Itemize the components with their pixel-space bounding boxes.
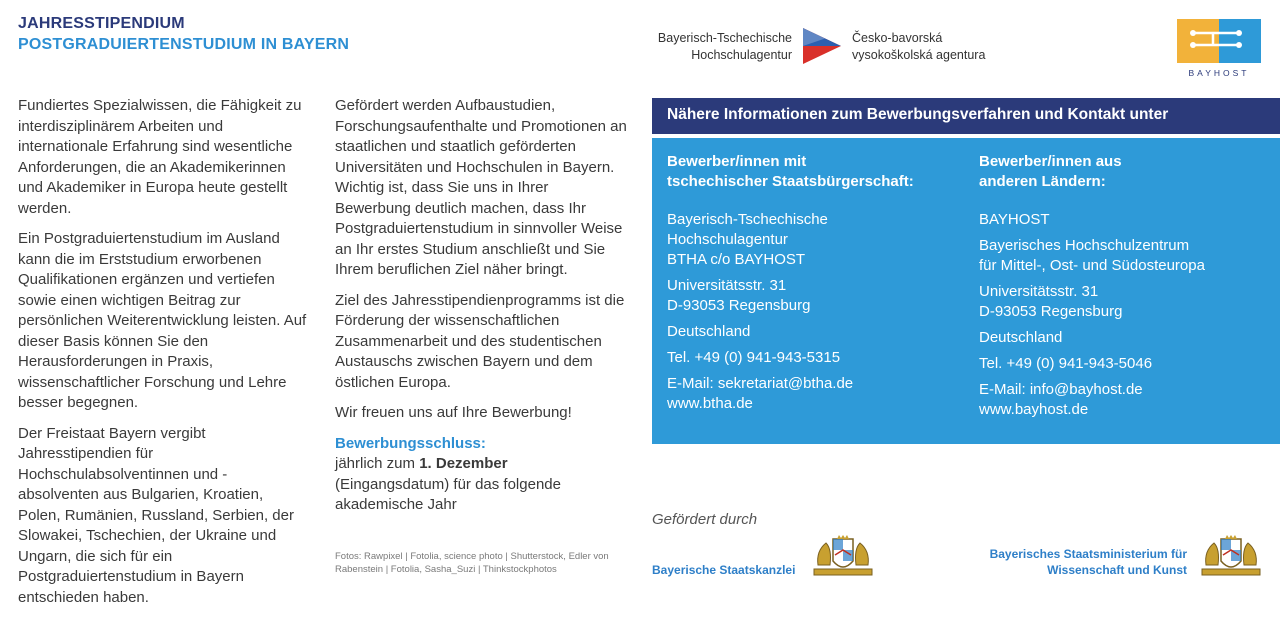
paragraph: Gefördert werden Aufbaustudien, Forschungsaufenthalte und Promotionen an staatlichen und staatlich geförderten Universitäten und Hochschulen in Bayern. Wichtig ist, dass Sie uns in Ihrer Bewerbung deutlich machen, dass Ihr Postgraduiertenstudium in sinnvoller Weise an Ihr erstes Studium anschließt und Sie Ihrem beruflichen Ziel näher bringt. [335,97,627,278]
deadline-block [335,434,627,516]
deadline-post: (Eingangsdatum) für das folgende akademische Jahr [335,475,561,513]
heading-line: Bewerber/innen aus [979,153,1122,170]
agency-de-line1: Bayerisch-Tschechische [657,31,792,45]
org-short: BAYHOST [979,211,1050,228]
agency-de-line2: Hochschulagentur [691,48,792,62]
deadline-pre: jährlich zum [335,455,420,472]
website-link[interactable]: www.btha.de [667,395,753,412]
street: Universitätsstr. 31 [667,277,787,294]
city: D-93053 Regensburg [667,297,811,314]
agency-cz-line2: vysokoškolská agentura [852,48,986,62]
heading-line: anderen Ländern: [979,173,1106,190]
org-line: BTHA c/o BAYHOST [667,251,806,268]
agency-name-czech [852,30,985,64]
sponsor-line: Bayerisches Staatsministerium für [989,547,1187,561]
deadline-text [335,454,627,475]
page-title: JAHRESSTIPENDIUM [18,15,185,32]
page-subtitle: POSTGRADUIERTENSTUDIUM IN BAYERN [18,36,350,53]
paragraph: Wir freuen uns auf Ihre Bewerbung! [335,404,572,421]
deadline-heading: Bewerbungsschluss: [335,434,486,452]
agency-name-german [652,30,792,64]
agency-cz-line1: Česko-bavorská [852,31,943,45]
contact-heading [979,152,1274,192]
phone: Tel. +49 (0) 941-943-5315 [667,349,841,366]
btha-flag-icon [803,28,841,64]
sponsor-staatskanzlei: Bayerische Staatskanzlei [652,563,796,577]
bayhost-logo [1175,17,1263,79]
street: Universitätsstr. 31 [979,283,1099,300]
contact-other [979,152,1274,420]
paragraph: Ziel des Jahresstipendienprogramms ist die Förderung der wissenschaftlichen Zusammenarbeit und des studentischen Austauschs zwischen Bayern und dem östlichen Europa. [335,291,625,391]
org-line: Bayerisches Hochschulzentrum [979,237,1190,254]
country: Deutschland [979,329,1063,346]
sponsor-line: Wissenschaft und Kunst [1047,563,1187,577]
funded-by-label: Gefördert durch [652,511,758,528]
email-link[interactable]: E-Mail: sekretariat@btha.de [667,375,854,392]
bayhost-wordmark: BAYHOST [1188,68,1250,78]
website-link[interactable]: www.bayhost.de [979,401,1089,418]
heading-line: Bewerber/innen mit [667,153,807,170]
country: Deutschland [667,323,751,340]
paragraph: Der Freistaat Bayern vergibt Jahresstipendien für Hochschulabsolventinnen und -absolventen aus Bulgarien, Kroatien, Polen, Rumänien, Russland, Serbien, der Slowakei, Tschechien, der Ukraine und Ungarn, die sich für ein Postgraduiertenstudium in Bayern entschieden haben. [18,424,294,606]
email-link[interactable]: E-Mail: info@bayhost.de [979,381,1143,398]
sponsor-staatsministerium [965,546,1187,578]
org-line: für Mittel-, Ost- und Südosteuropa [979,257,1205,274]
paragraph: Fundiertes Spezialwissen, die Fähigkeit zu interdisziplinärem Arbeiten und internationale Erfahrung sind wesentliche Anforderungen, die an Akademikerinnen und Akademiker in Europa heute gestellt werden. [18,97,302,217]
photo-credits: Fotos: Rawpixel | Fotolia, science photo | Shutterstock, Edler von Rabenstein | Fotolia, Sasha_Suzi | Thinkstockphotos [335,551,609,575]
org-line: Hochschulagentur [667,231,788,248]
address [979,282,1274,322]
paragraph: Ein Postgraduiertenstudium im Ausland kann die im Erststudium erworbenen Qualifikationen ergänzen und vertiefen sowie einen wichtigen Beitrag zur persönlichen Weiterentwicklung leisten. Auf dieser Basis können Sie den Herausforderungen in Praxis, wissenschaftlicher Forschung und Lehre besser begegnen. [18,230,307,411]
info-header-text: Nähere Informationen zum Bewerbungsverfahren und Kontakt unter [667,106,1169,123]
org-line: Bayerisch-Tschechische [667,211,828,228]
contact-czech [667,152,967,414]
text-column-1 [18,96,308,618]
text-column-2 [335,96,627,516]
bavarian-crest-icon [810,535,876,577]
org-name [667,210,967,270]
bavarian-crest-icon [1198,535,1264,577]
deadline-date: 1. Dezember [419,455,508,472]
phone: Tel. +49 (0) 941-943-5046 [979,355,1153,372]
org-name [979,236,1274,276]
heading-line: tschechischer Staatsbürgerschaft: [667,173,914,190]
city: D-93053 Regensburg [979,303,1123,320]
address [667,276,967,316]
contact-heading [667,152,967,192]
